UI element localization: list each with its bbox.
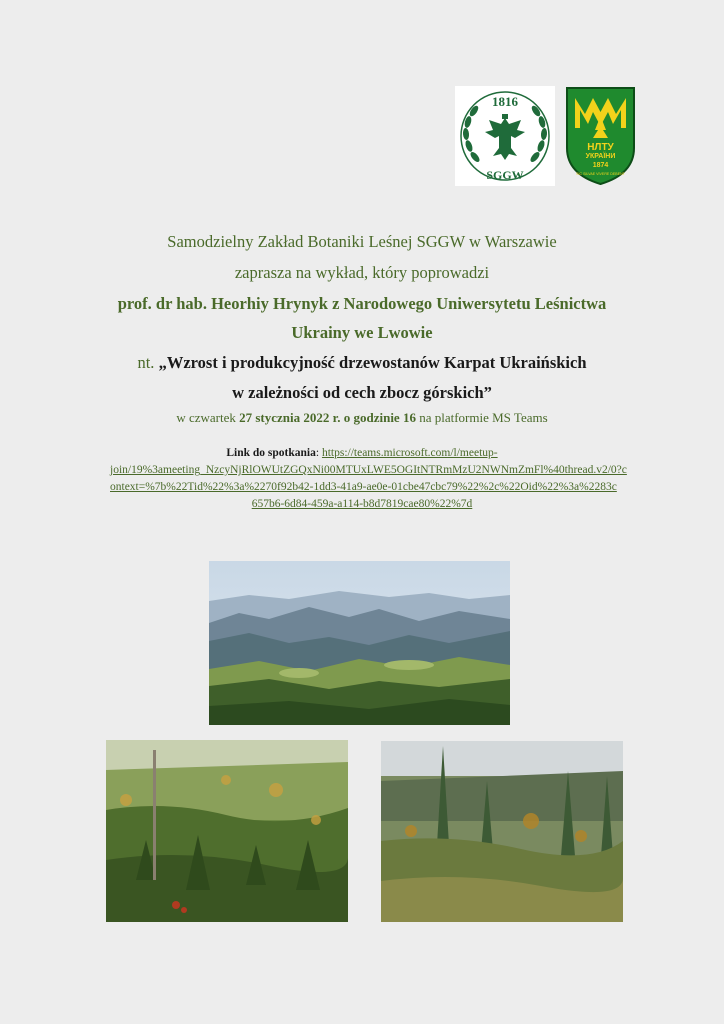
lecture-title-prefix: nt. <box>137 353 159 372</box>
inviter-line: Samodzielny Zakład Botaniki Leśnej SGGW w Warszawie <box>167 232 557 251</box>
lecture-title-line-2: w zależności od cech zbocz górskich” <box>232 383 492 402</box>
forest-photo-left <box>106 740 348 922</box>
natu-logo-motto: SIC SILVAE VIVERE DEBENT <box>576 172 625 176</box>
meeting-link-part-2[interactable]: join/19%3ameeting_NzcyNjRlOWUtZGQxNi00MTUxLWE5OGItNTRmMzU2NWNmZmFl%40thread.v2/0?c <box>110 464 627 476</box>
meeting-link-block <box>110 445 627 513</box>
meeting-link-part-3[interactable]: ontext=%7b%22Tid%22%3a%2270f92b42-1dd3-41a9-ae0e-01cbe47cbc79%22%2c%22Oid%22%3a%2283c <box>110 481 617 493</box>
sggw-logo-name: SGGW <box>486 168 524 182</box>
meeting-link-part-4[interactable]: 657b6-6d84-459a-a114-b8d7819cae80%22%7d <box>251 498 473 510</box>
speaker-line-2: Ukrainy we Lwowie <box>291 323 433 342</box>
date-value: 27 stycznia 2022 r. o godzinie 16 <box>239 410 416 425</box>
forest-photo-right <box>381 741 623 922</box>
invite-line: zaprasza na wykład, który poprowadzi <box>234 263 490 282</box>
lecture-title-line-1 <box>0 353 724 373</box>
natu-logo-year: 1874 <box>592 162 609 169</box>
natu-logo-name-line1: НЛТУ <box>587 142 614 153</box>
meeting-link-part-1[interactable]: https://teams.microsoft.com/l/meetup- <box>321 447 498 459</box>
lecture-date-line <box>0 410 724 426</box>
speaker-line-1: prof. dr hab. Heorhiy Hrynyk z Narodowego Uniwersytetu Leśnictwa <box>117 294 607 313</box>
sggw-logo-year: 1816 <box>492 94 518 109</box>
sggw-logo <box>455 86 555 186</box>
mountain-landscape-photo <box>209 561 510 725</box>
date-prefix: w czwartek <box>176 410 240 425</box>
date-suffix: na platformie MS Teams <box>415 410 548 425</box>
natu-logo-name-line2: УКРАЇНИ <box>585 153 616 160</box>
meeting-link-colon: : <box>315 447 322 459</box>
lecture-title-text-1: „Wzrost i produkcyjność drzewostanów Karpat Ukraińskich <box>158 353 587 372</box>
natu-logo <box>565 86 636 186</box>
meeting-link-label: Link do spotkania <box>226 447 316 459</box>
